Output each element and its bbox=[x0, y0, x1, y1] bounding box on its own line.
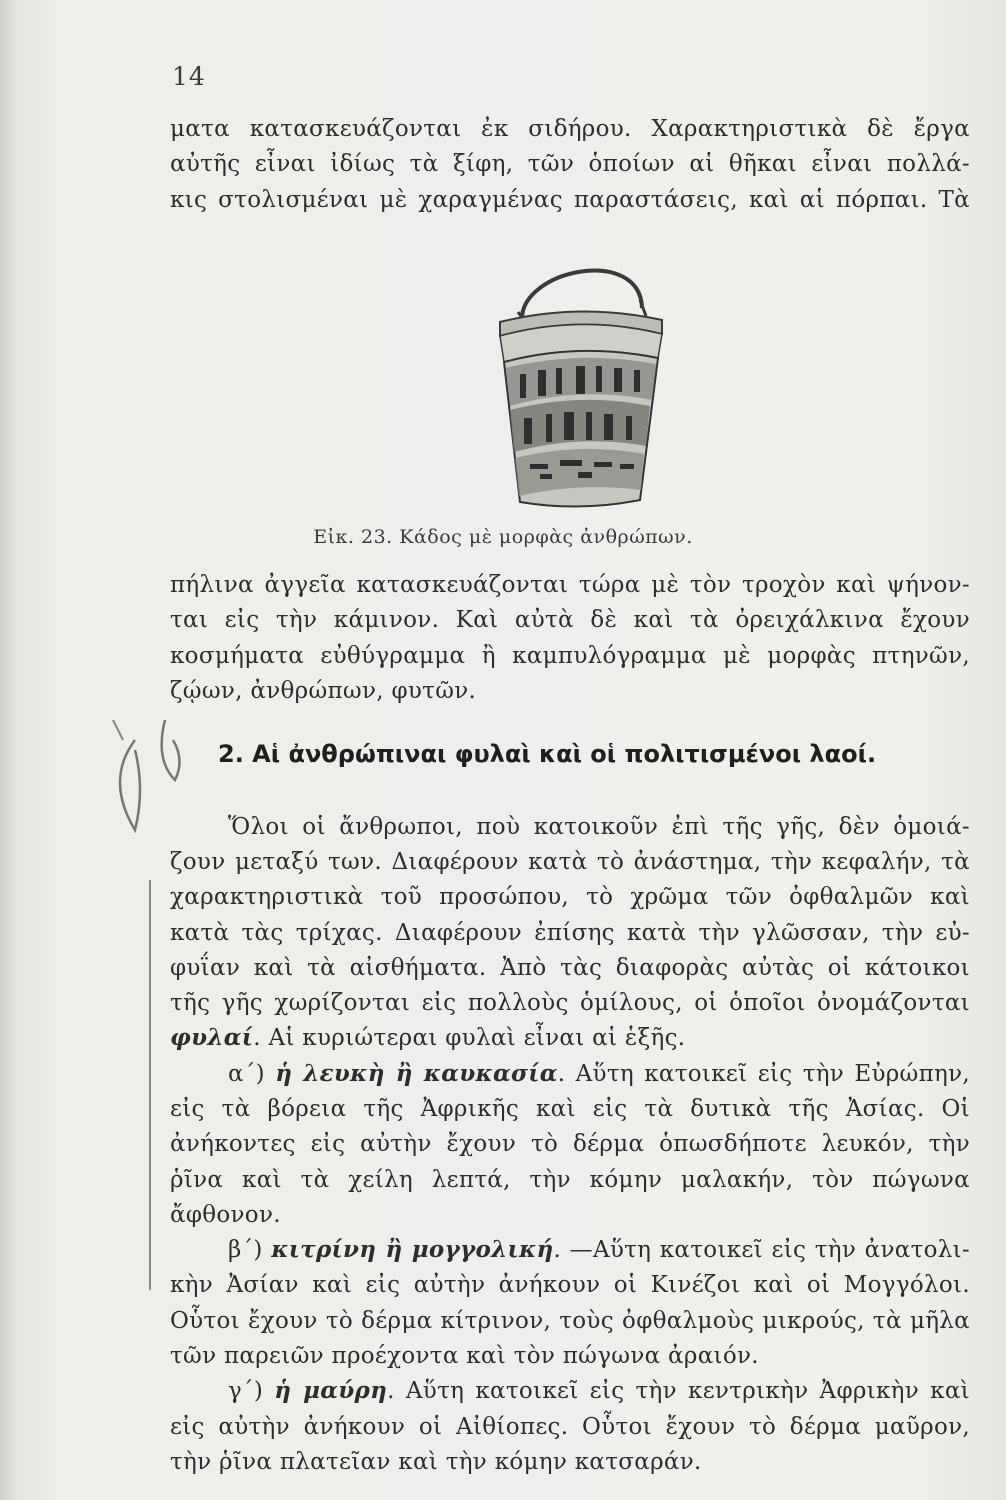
text-line: Ὅλοι οἱ ἄνθρωποι, ποὺ κατοικοῦν ἐπὶ τῆς γῆς, δὲν ὁμοιά- bbox=[228, 814, 970, 840]
text-line: ματα κατασκευάζονται ἐκ σιδήρου. Χαρακτηριστικὰ δὲ ἔργα bbox=[170, 116, 970, 142]
text-line: εἰς αὐτὴν ἀνήκουν οἱ Αἰθίοπες. Οὗτοι ἔχουν τὸ δέρμα μαῦρον, bbox=[170, 1414, 970, 1440]
text-line bbox=[170, 1023, 970, 1053]
text-run: . Αὕτη κατοικεῖ εἰς τὴν κεντρικὴν Ἀφρικὴν καὶ bbox=[387, 1378, 971, 1404]
margin-pencil-line bbox=[148, 880, 152, 1290]
handwritten-mark-icon bbox=[105, 700, 225, 840]
figure-caption: Εἰκ. 23. Κάδος μὲ μορφὰς ἀνθρώπων. bbox=[313, 526, 693, 548]
text-line: φυΐαν καὶ τὰ αἰσθήματα. Ἀπὸ τὰς διαφορὰς αὐτὰς οἱ κάτοικοι bbox=[170, 955, 970, 981]
section-heading: 2. Αἱ ἀνθρώπιναι φυλαὶ καὶ οἱ πολιτισμένοι λαοί. bbox=[218, 740, 877, 768]
text-line: ἄφθονον. bbox=[170, 1202, 281, 1228]
bold-term: κιτρίνη ἢ μογγολική bbox=[271, 1236, 554, 1263]
page-number: 14 bbox=[172, 62, 206, 91]
text-run: . —Αὕτη κατοικεῖ εἰς τὴν ἀνατολι- bbox=[553, 1237, 971, 1263]
item-label: β΄) bbox=[228, 1237, 272, 1263]
bucket-illustration-icon bbox=[490, 250, 670, 520]
item-label: α΄) bbox=[228, 1061, 276, 1087]
list-item bbox=[228, 1376, 970, 1406]
text-line: κις στολισμέναι μὲ χαραγμένας παραστάσεις, καὶ αἱ πόρπαι. Τὰ bbox=[170, 187, 970, 213]
text-run: . Αἱ κυριώτεραι φυλαὶ εἶναι αἱ ἑξῆς. bbox=[253, 1025, 686, 1051]
text-line: ται εἰς τὴν κάμινον. Καὶ αὐτὰ δὲ καὶ τὰ ὀρειχάλκινα ἔχουν bbox=[170, 607, 970, 633]
text-line: κὴν Ἀσίαν καὶ εἰς αὐτὴν ἀνήκουν οἱ Κινέζοι καὶ οἱ Μογγόλοι. bbox=[170, 1272, 970, 1298]
list-item bbox=[228, 1059, 970, 1089]
text-line: εἰς τὰ βόρεια τῆς Ἀφρικῆς καὶ εἰς τὰ δυτικὰ τῆς Ἀσίας. Οἱ bbox=[170, 1096, 970, 1122]
list-item bbox=[228, 1235, 970, 1265]
text-line: ἀνήκοντες εἰς αὐτὴν ἔχουν τὸ δέρμα ὁπωσδήποτε λευκόν, τὴν bbox=[170, 1131, 970, 1157]
text-line: τῶν παρειῶν προέχοντα καὶ τὸν πώγωνα ἀραιόν. bbox=[170, 1343, 759, 1369]
page-edge-shadow bbox=[0, 0, 18, 1500]
text-line: κοσμήματα εὐθύγραμμα ἢ καμπυλόγραμμα μὲ μορφὰς πτηνῶν, bbox=[170, 643, 970, 669]
bold-term: ἡ λευκὴ ἢ καυκασία bbox=[275, 1060, 558, 1087]
text-line: ῥῖνα καὶ τὰ χείλη λεπτά, τὴν κόμην μαλακήν, τὸν πώγωνα bbox=[170, 1167, 970, 1193]
text-line: χαρακτηριστικὰ τοῦ προσώπου, τὸ χρῶμα τῶν ὀφθαλμῶν καὶ bbox=[170, 884, 970, 910]
text-line: κατὰ τὰς τρίχας. Διαφέρουν ἐπίσης κατὰ τὴν γλῶσσαν, τὴν εὐ- bbox=[170, 920, 970, 946]
text-line: αὐτῆς εἶναι ἰδίως τὰ ξίφη, τῶν ὁποίων αἱ θῆκαι εἶναι πολλά- bbox=[170, 151, 970, 177]
text-line: ζῴων, ἀνθρώπων, φυτῶν. bbox=[170, 678, 477, 704]
bold-term: ἡ μαύρη bbox=[274, 1377, 388, 1404]
text-run: . Αὕτη κατοικεῖ εἰς τὴν Εὐρώπην, bbox=[557, 1061, 970, 1087]
text-line: Οὗτοι ἔχουν τὸ δέρμα κίτρινον, τοὺς ὀφθαλμοὺς μικρούς, τὰ μῆλα bbox=[170, 1308, 970, 1334]
bold-term: φυλαί bbox=[170, 1024, 254, 1051]
item-label: γ΄) bbox=[228, 1378, 275, 1404]
text-line: τῆς γῆς χωρίζονται εἰς πολλοὺς ὁμίλους, οἱ ὁποῖοι ὀνομάζονται bbox=[170, 990, 970, 1016]
text-line: ζουν μεταξύ των. Διαφέρουν κατὰ τὸ ἀνάστημα, τὴν κεφαλήν, τὰ bbox=[170, 849, 970, 875]
text-line: τὴν ῥῖνα πλατεῖαν καὶ τὴν κόμην κατσαράν. bbox=[170, 1449, 702, 1475]
text-line: πήλινα ἀγγεῖα κατασκευάζονται τώρα μὲ τὸν τροχὸν καὶ ψήνον- bbox=[170, 572, 970, 598]
